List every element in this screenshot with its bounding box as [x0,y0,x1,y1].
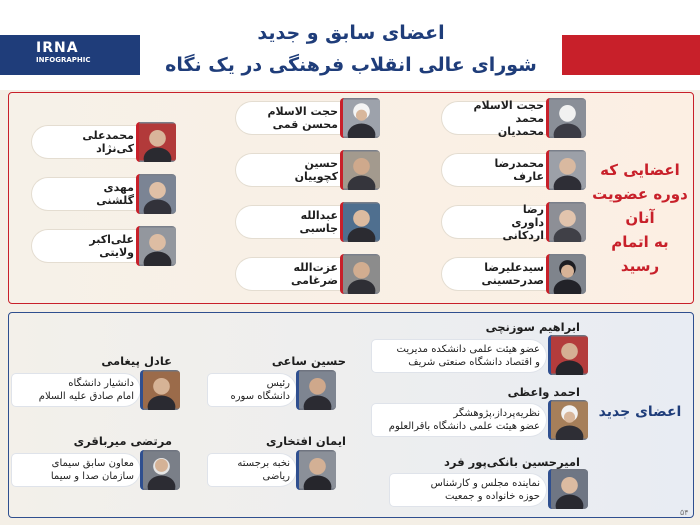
desc-line: رئیس [266,378,290,389]
former-member-card [442,254,586,294]
header-band-red [562,35,700,75]
member-name: حسین کچوییان [294,157,338,183]
former-member-card [442,202,586,242]
former-member-card [236,202,380,242]
desc-line: دانشگاه سوره [230,391,290,402]
member-name: عادل پیغامی [101,354,172,368]
former-member-card [236,98,380,138]
member-name: علی‌اکبر ولایتی [89,233,134,259]
desc-line: و اقتصاد دانشگاه صنعتی شریف [408,357,540,368]
member-photo [136,174,176,214]
desc-line: عضو هیئت علمی دانشگاه باقرالعلوم [388,421,540,432]
desc-line: نخبه برجسته [237,458,290,469]
member-photo [546,150,586,190]
member-name: عبدالله جاسبی [299,209,338,235]
member-name: رضا داوری اردکانی [502,202,544,242]
member-name: امیرحسین بانکی‌پور فرد [444,455,580,469]
member-photo [136,122,176,162]
irna-logo [36,40,106,70]
member-photo [548,335,588,375]
member-photo [548,400,588,440]
member-description [372,340,546,372]
member-description [12,374,140,406]
desc-line: امام صادق علیه السلام [38,391,134,402]
member-description [372,404,546,436]
logo-sub-text: INFOGRAPHIC [36,56,91,64]
member-photo [340,202,380,242]
member-description [12,454,140,486]
member-description [208,454,296,486]
former-member-card [236,254,380,294]
member-name: احمد واعظی [507,385,580,399]
header [0,0,700,90]
former-member-card [442,150,586,190]
member-photo [296,370,336,410]
desc-line: نماینده مجلس و کارشناس [430,478,540,489]
member-photo [340,150,380,190]
member-description [390,474,546,506]
former-members-label [590,158,690,278]
desc-line: ریاضی [262,471,290,482]
member-photo [546,98,586,138]
former-label-line3: به اتمام رسید [611,233,669,275]
member-photo [296,450,336,490]
desc-line: سازمان صدا و سیما [50,471,134,482]
member-name: ایمان افتخاری [265,434,346,448]
member-name: مرتضی میرباقری [73,434,172,448]
member-photo [340,98,380,138]
former-member-card [32,226,176,266]
member-name: حسین ساعی [271,354,346,368]
member-photo [548,469,588,509]
member-name: سیدعلیرضا صدرحسینی [481,261,544,287]
former-member-card [442,98,586,138]
member-name: حجت الاسلام محمد محمدیان [473,98,544,138]
member-photo [546,254,586,294]
member-name: حجت الاسلام محسن قمی [267,105,338,131]
member-name: محمدرضا عارف [494,157,544,183]
former-member-card [236,150,380,190]
former-member-card [32,174,176,214]
former-label-line1: اعضایی که [600,161,680,179]
page-number: ۵۴ [680,508,689,517]
member-photo [136,226,176,266]
desc-line: دانشیار دانشگاه [68,378,134,389]
page-title: اعضای سابق و جدید [257,22,445,44]
page-subtitle: شورای عالی انقلاب فرهنگی در یک نگاه [165,54,537,76]
member-description [208,374,296,406]
member-photo [140,450,180,490]
logo-main-text: IRNA [36,40,79,56]
new-members-label: اعضای جدید [598,404,682,420]
desc-line: نظریه‌پرداز،پژوهشگر [453,408,540,419]
member-photo [140,370,180,410]
desc-line: معاون سابق سیمای [51,458,134,469]
desc-line: عضو هیئت علمی دانشکده مدیریت [396,344,540,355]
member-photo [546,202,586,242]
member-name: محمدعلی کی‌نژاد [82,129,134,155]
member-name: ابراهیم سوزنچی [485,320,580,334]
desc-line: حوزه خانواده و جمعیت [444,491,540,502]
member-name: مهدی گلشنی [96,181,134,207]
former-label-line2: دوره عضویت آنان [592,185,688,227]
former-member-card [32,122,176,162]
member-name: عزت‌الله ضرغامی [290,261,338,287]
member-photo [340,254,380,294]
